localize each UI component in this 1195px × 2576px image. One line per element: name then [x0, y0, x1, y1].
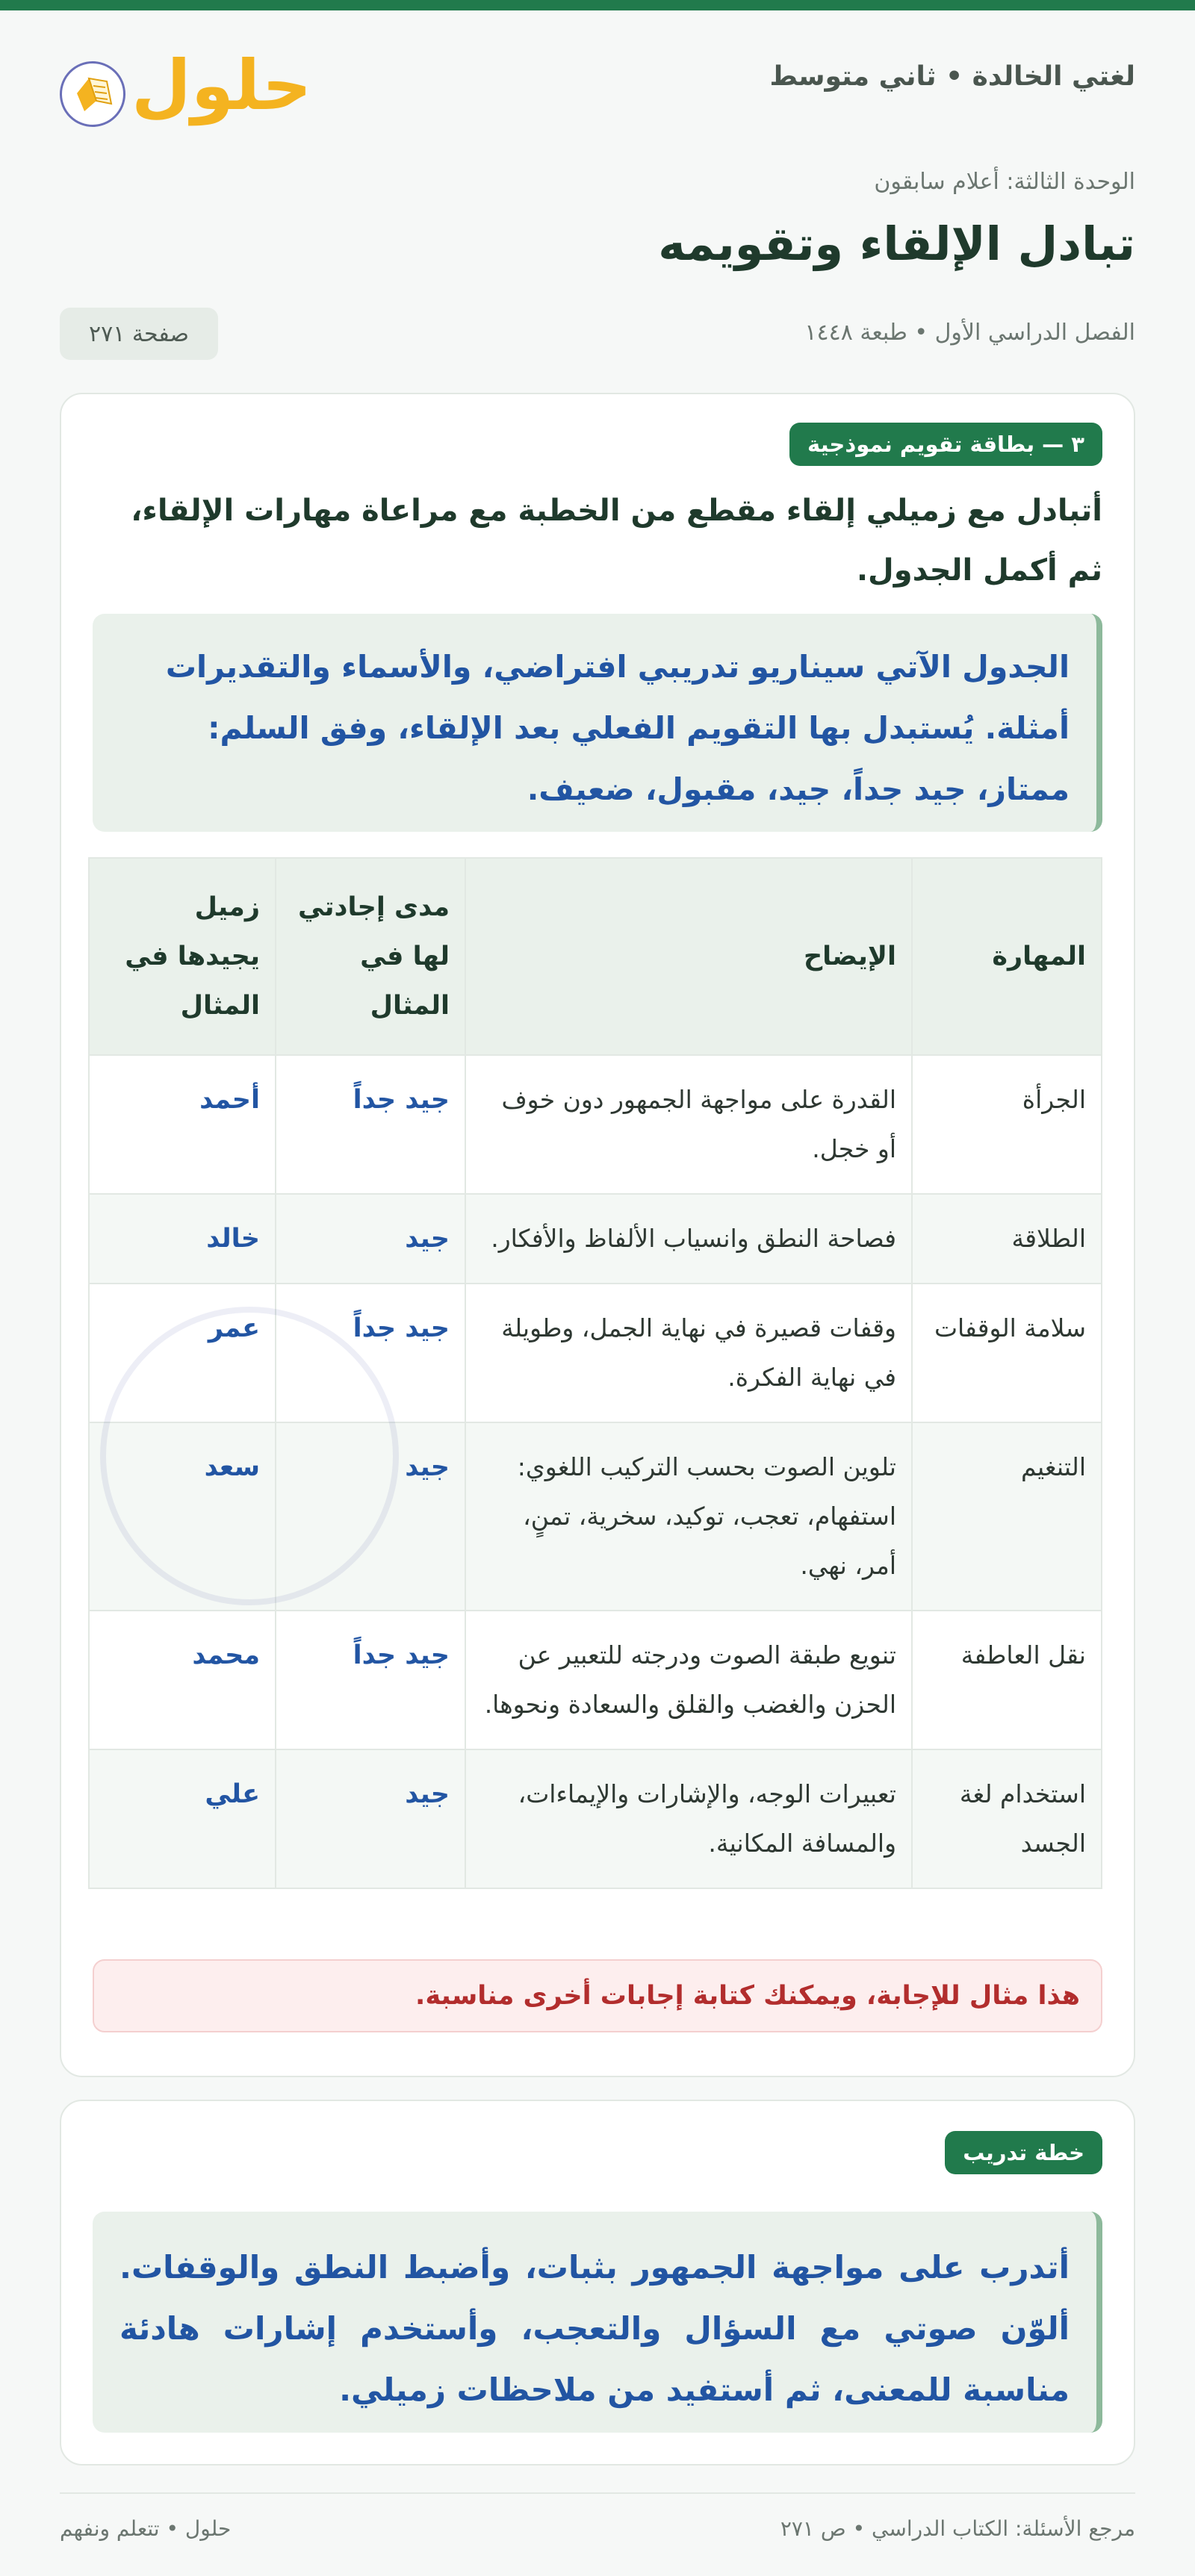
skill-cell: استخدام لغة الجسد	[912, 1749, 1102, 1888]
description-cell: تلوين الصوت بحسب التركيب اللغوي: استفهام، تعجب، توكيد، سخرية، تمنٍ، أمر، نهي.	[465, 1422, 912, 1611]
rating-cell: جيد جداً	[276, 1055, 465, 1194]
header-my-rating: مدى إجادتي لها في المثال	[276, 858, 465, 1055]
example-answer-alert: هذا مثال للإجابة، ويمكنك كتابة إجابات أخرى مناسبة.	[93, 1959, 1102, 2032]
peer-name-cell: عمر	[89, 1284, 276, 1422]
evaluation-table-wrapper	[93, 857, 1102, 1908]
skill-cell: سلامة الوقفات	[912, 1284, 1102, 1422]
header-peer: زميل يجيدها في المثال	[89, 858, 276, 1055]
rating-cell: جيد	[276, 1749, 465, 1888]
brand-line: لغتي الخالدة • ثاني متوسط	[769, 61, 1135, 92]
page-title: تبادل الإلقاء وتقويمه	[658, 217, 1135, 271]
peer-name-cell: علي	[89, 1749, 276, 1888]
header-description: الإيضاح	[465, 858, 912, 1055]
description-cell: وقفات قصيرة في نهاية الجمل، وطويلة في نهاية الفكرة.	[465, 1284, 912, 1422]
rating-cell: جيد	[276, 1422, 465, 1611]
description-cell: تعبيرات الوجه، والإشارات والإيماءات، والمسافة المكانية.	[465, 1749, 912, 1888]
skill-cell: التنغيم	[912, 1422, 1102, 1611]
skill-cell: الطلاقة	[912, 1194, 1102, 1284]
rating-cell: جيد	[276, 1194, 465, 1284]
table-header-row	[89, 858, 1102, 1055]
table-row	[89, 1749, 1102, 1888]
description-cell: تنويع طبقة الصوت ودرجته للتعبير عن الحزن والغضب والقلق والسعادة ونحوها.	[465, 1611, 912, 1749]
table-row	[89, 1194, 1102, 1284]
skill-cell: الجرأة	[912, 1055, 1102, 1194]
skill-cell: نقل العاطفة	[912, 1611, 1102, 1749]
footer-divider	[60, 2492, 1135, 2494]
rating-cell: جيد جداً	[276, 1284, 465, 1422]
footer-reference: مرجع الأسئلة: الكتاب الدراسي • ص ٢٧١	[780, 2516, 1135, 2541]
peer-name-cell: محمد	[89, 1611, 276, 1749]
book-logo-icon	[60, 61, 125, 127]
peer-name-cell: أحمد	[89, 1055, 276, 1194]
peer-name-cell: سعد	[89, 1422, 276, 1611]
unit-label: الوحدة الثالثة: أعلام سابقون	[874, 169, 1135, 195]
description-cell: القدرة على مواجهة الجمهور دون خوف أو خجل.	[465, 1055, 912, 1194]
training-plan-text: أتدرب على مواجهة الجمهور بثبات، وأضبط النطق والوقفات. ألوّن صوتي مع السؤال والتعجب، وأستخدم إشارات هادئة مناسبة للمعنى، ثم أستفيد من ملاحظات زميلي.	[93, 2212, 1102, 2433]
table-row	[89, 1055, 1102, 1194]
logo-wordmark: حلول	[131, 46, 312, 125]
training-plan-pill: خطة تدريب	[945, 2131, 1102, 2174]
top-accent-bar	[0, 0, 1195, 10]
peer-name-cell: خالد	[89, 1194, 276, 1284]
table-row	[89, 1611, 1102, 1749]
header-skill: المهارة	[912, 858, 1102, 1055]
semester-label: الفصل الدراسي الأول • طبعة ١٤٤٨	[804, 320, 1135, 346]
page-number-badge: صفحة ٢٧١	[60, 308, 218, 360]
training-plan-card	[60, 2100, 1135, 2465]
table-row	[89, 1422, 1102, 1611]
footer-brand: حلول • تتعلم ونفهم	[60, 2516, 232, 2541]
site-logo[interactable]	[60, 45, 312, 142]
question-instruction: أتبادل مع زميلي إلقاء مقطع من الخطبة مع مراعاة مهارات الإلقاء، ثم أكمل الجدول.	[131, 494, 1102, 588]
section-pill: ٣ — بطاقة تقويم نموذجية	[789, 423, 1102, 466]
page-header	[60, 45, 1135, 142]
rating-cell: جيد جداً	[276, 1611, 465, 1749]
scenario-note: الجدول الآتي سيناريو تدريبي افتراضي، والأسماء والتقديرات أمثلة. يُستبدل بها التقويم الفعلي بعد الإلقاء، وفق السلم: ممتاز، جيد جداً، جيد، مقبول، ضعيف.	[93, 614, 1102, 832]
evaluation-card	[60, 393, 1135, 2077]
evaluation-table	[88, 857, 1102, 1889]
table-row	[89, 1284, 1102, 1422]
description-cell: فصاحة النطق وانسياب الألفاظ والأفكار.	[465, 1194, 912, 1284]
